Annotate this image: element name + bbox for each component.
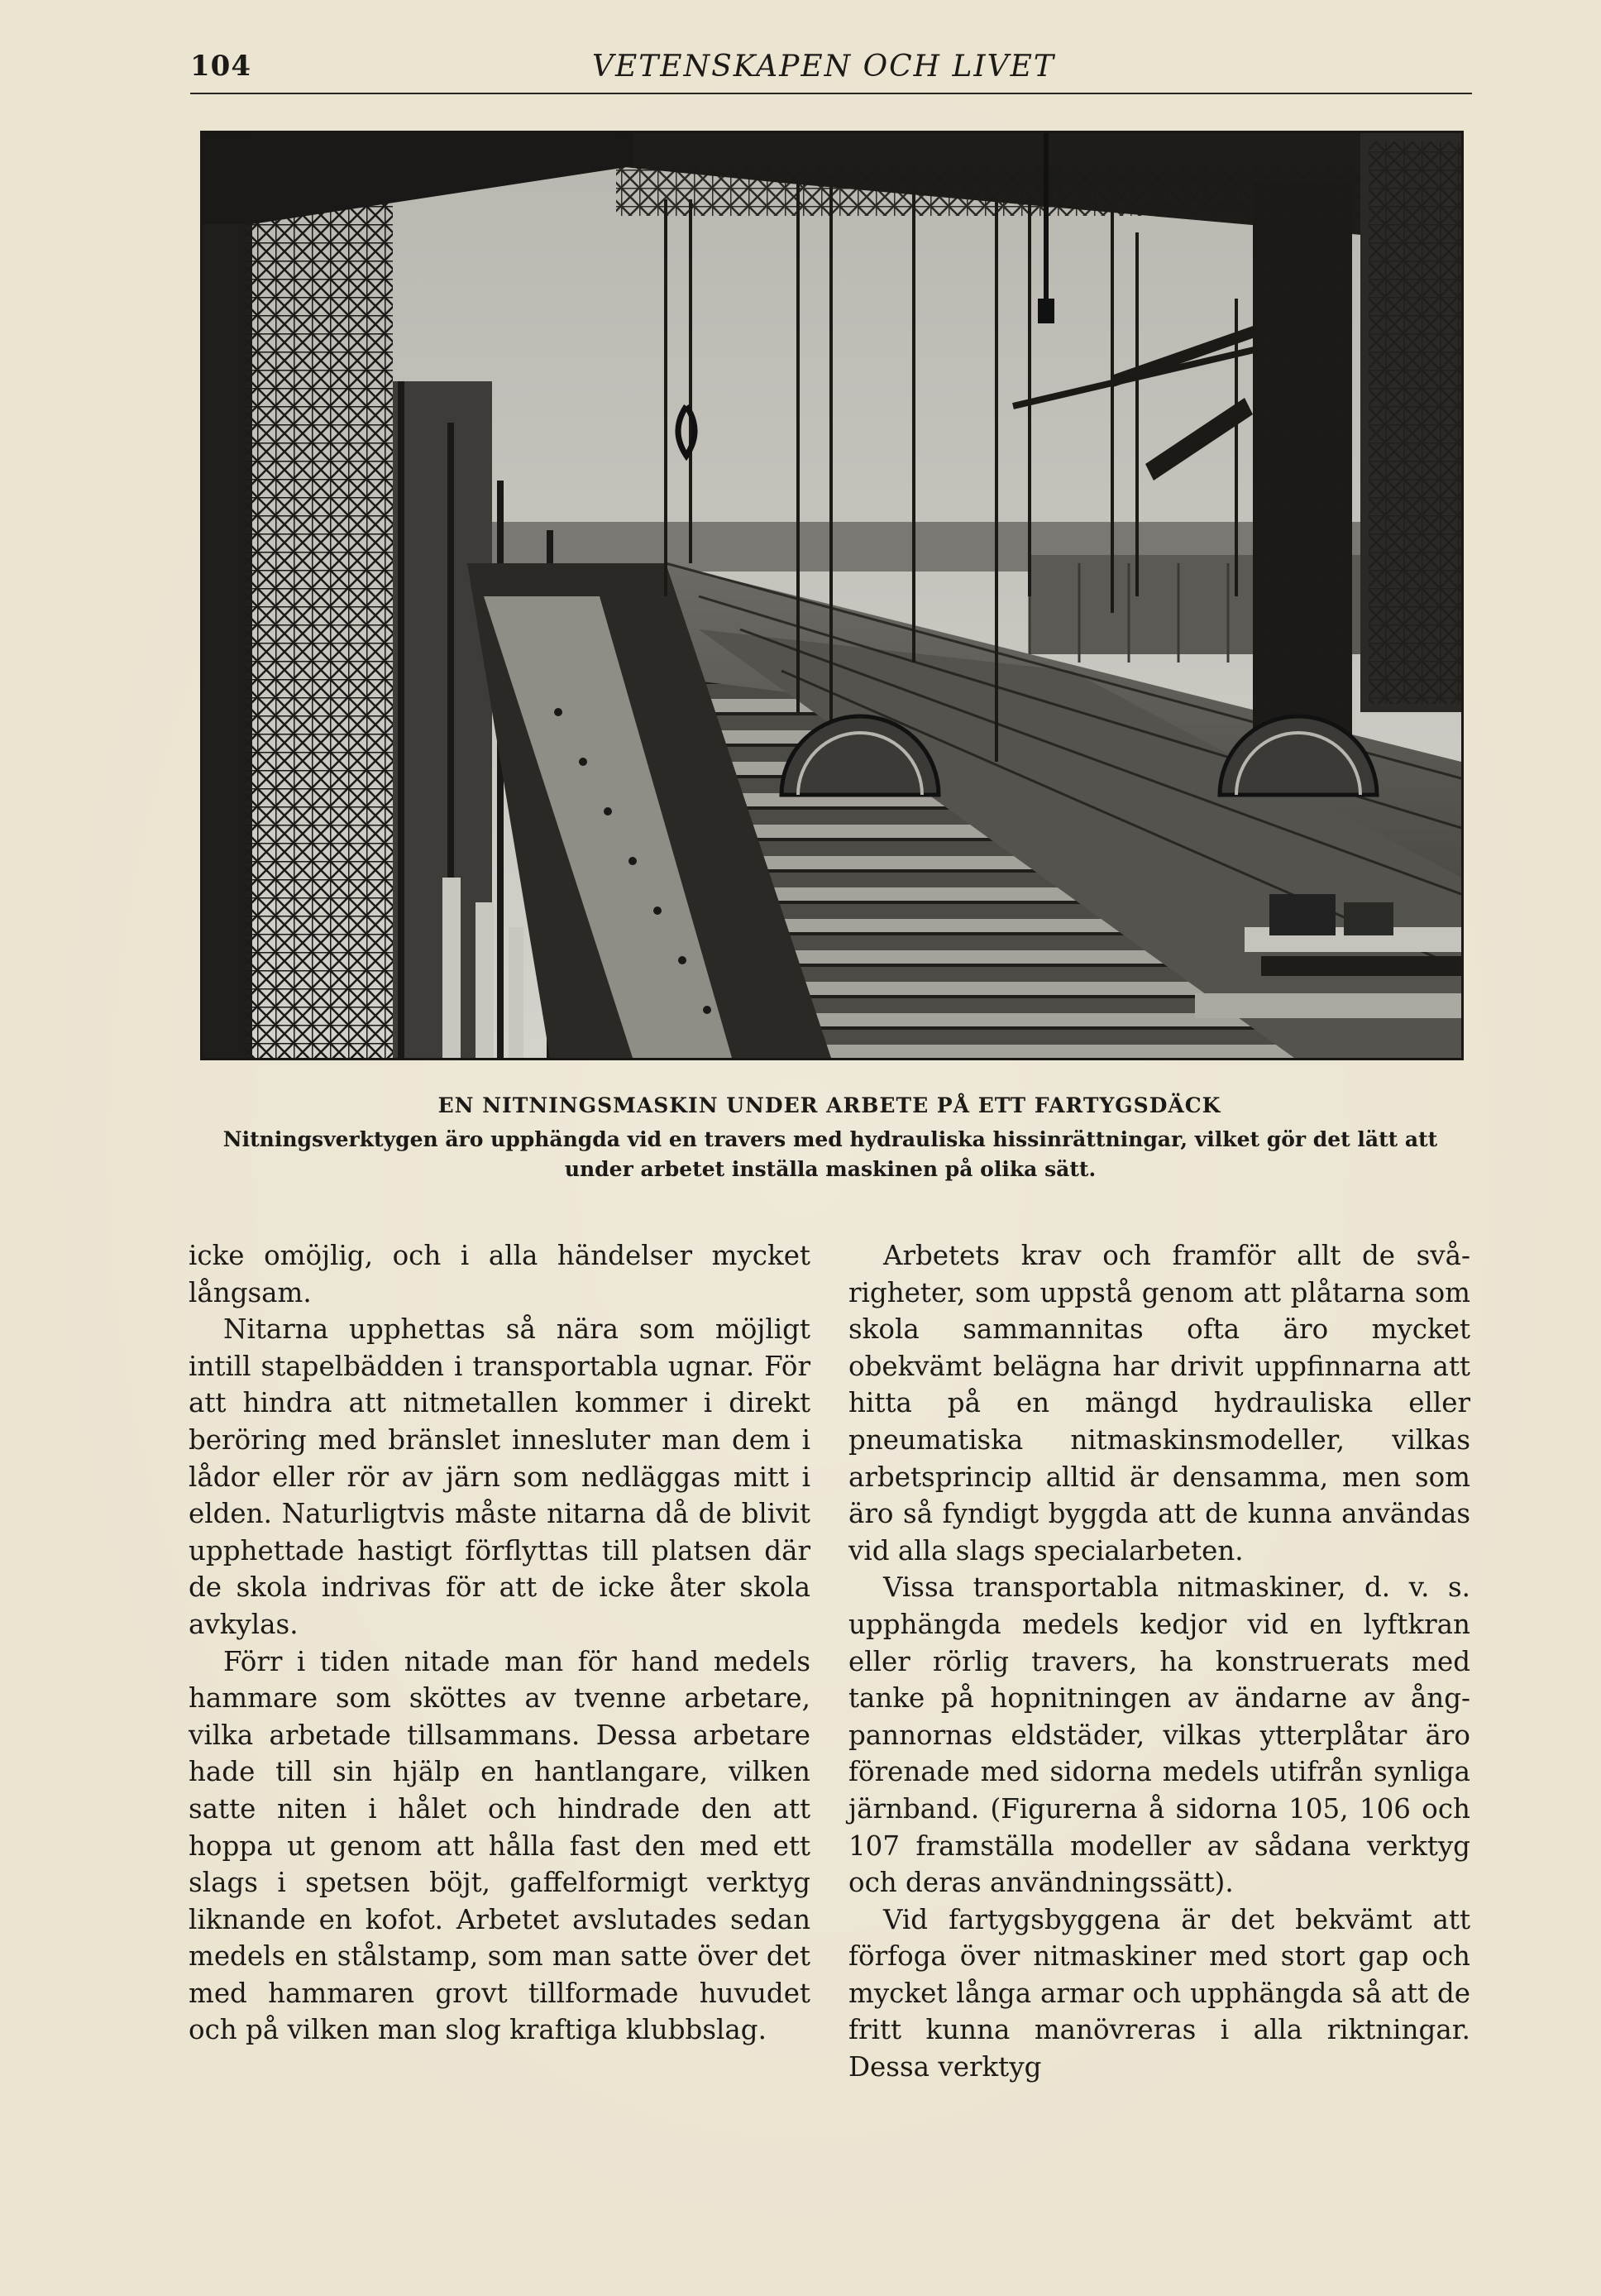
running-head bbox=[190, 46, 1472, 94]
figure-caption-text: Nitningsverktygen äro upphängda vid en travers med hydrauliska hissinrättningar, vilket gör det lätt att under arbetet inställa maskinen på olika sätt. bbox=[222, 1127, 1438, 1181]
paragraph: Arbetets krav och framför allt de svårigheter, som uppstå genom att plåtarna som skola sammannitas ofta äro mycket obekvämt belägna har drivit uppfinnarna att hitta på en mängd hydrauliska eller pneumatiska nitmaskinsmodeller, vilkas arbetsprincip alltid är densamma, men som äro så fyndigt byggda att de kunna användas vid alla slags specialarbeten. bbox=[848, 1240, 1470, 1567]
shipyard-photo-illustration bbox=[203, 133, 1461, 1058]
paragraph: icke omöjlig, och i alla händelser mycket långsam. bbox=[189, 1240, 810, 1308]
paragraph: Vid fartygsbyggena är det bekvämt att förfoga över nitmaskiner med stort gap och mycket långa armar och upphängda så att de fritt kunna manövreras i alla riktningar. Dessa verktyg bbox=[848, 1903, 1470, 2083]
page-number: 104 bbox=[190, 50, 251, 83]
paragraph: Vissa transportabla nitmaskiner, d. v. s. upphängda medels kedjor vid en lyftkran eller rörlig travers, ha konstruerats med tanke på hopnitningen av ändarne av ångpannornas eldstäder, vilkas ytterplåtar äro förenade med sidorna medels utifrån synliga järnband. (Figurerna å sidorna 105, 106 och 107 framställa modeller av sådana verktyg och deras användningssätt). bbox=[848, 1571, 1470, 1899]
figure-caption-title: EN NITNINGSMASKIN UNDER ARBETE PÅ ETT FARTYGSDÄCK bbox=[437, 1093, 1221, 1117]
paragraph: Förr i tiden nitade man för hand medels hammare som sköttes av tvenne arbetare, vilka arbetade tillsammans. Dessa arbetare hade till sin hjälp en hantlangare, vilken satte niten i hålet och hindrade den att hoppa ut genom att hålla fast den med ett slags i spetsen böjt, gaffelformigt verktyg liknande en kofot. Arbetet avslutades sedan medels en stålstamp, som man satte över det med hammaren grovt tillformade huvudet och på vilken man slog kraftiga klubbslag. bbox=[189, 1645, 810, 2046]
text-column-right bbox=[848, 1237, 1470, 2086]
shipyard-photo bbox=[200, 131, 1464, 1060]
paragraph: Nitarna upphettas så nära som möjligt intill stapelbädden i transportabla ugnar. För att hindra att nitmetallen kommer i direkt beröring med bränslet innesluter man dem i lådor eller rör av järn som nedläggas mitt i elden. Naturligtvis måste nitarna då de blivit upphettade hastigt förflyttas till platsen där de skola indrivas för att de icke åter skola avkylas. bbox=[189, 1313, 810, 1640]
journal-title: VETENSKAPEN OCH LIVET bbox=[592, 50, 1055, 84]
text-column-left bbox=[189, 1237, 810, 2049]
